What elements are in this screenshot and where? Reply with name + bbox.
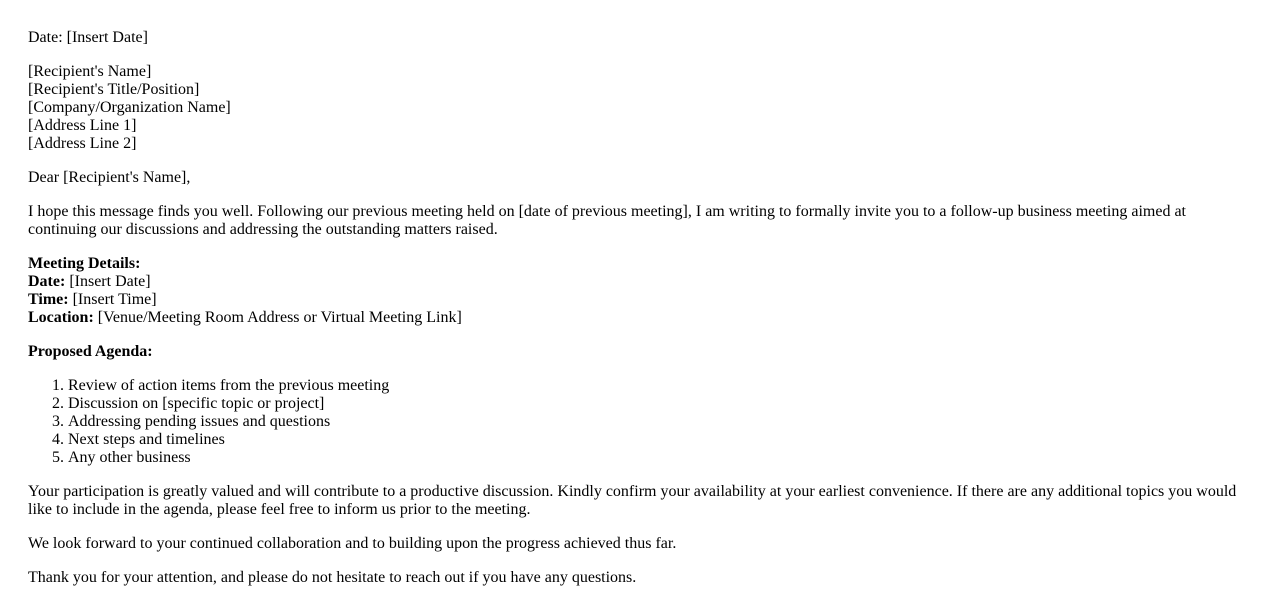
meeting-detail-date-label: Date: (28, 273, 66, 290)
meeting-details-heading: Meeting Details: (28, 255, 141, 272)
date-line-text: Date: [Insert Date] (28, 29, 148, 46)
agenda-item: 5. Any other business (68, 449, 1250, 467)
salutation (28, 169, 1250, 187)
intro-paragraph (28, 203, 1250, 239)
closing-paragraph-collaboration (28, 535, 1250, 553)
agenda-heading: Proposed Agenda: (28, 343, 153, 360)
date-line (28, 29, 1250, 47)
recipient-title: [Recipient's Title/Position] (28, 81, 200, 98)
agenda-item: 1. Review of action items from the previous meeting (68, 377, 1250, 395)
meeting-details-block (28, 255, 1250, 327)
meeting-detail-location-value: [Venue/Meeting Room Address or Virtual Meeting Link] (93, 309, 462, 326)
intro-paragraph-text: I hope this message finds you well. Following our previous meeting held on [date of previous meeting], I am writing to formally invite you to a follow-up business meeting aimed at continuing our discussions and addressing the outstanding matters raised. (28, 203, 1186, 238)
closing-paragraph-participation-text: Your participation is greatly valued and will contribute to a productive discussion. Kindly confirm your availability at your earliest convenience. If there are any additional topics you would like to include in the agenda, please feel free to inform us prior to the meeting. (28, 483, 1237, 518)
meeting-detail-time-label: Time: (28, 291, 69, 308)
agenda-item: 3. Addressing pending issues and questions (68, 413, 1250, 431)
recipient-block (28, 63, 1250, 153)
closing-paragraph-thanks-text: Thank you for your attention, and please do not hesitate to reach out if you have any questions. (28, 569, 637, 586)
agenda-list (28, 377, 1250, 467)
agenda-heading-block (28, 343, 1250, 361)
closing-paragraph-thanks (28, 569, 1250, 587)
closing-paragraph-collaboration-text: We look forward to your continued collaboration and to building upon the progress achieved thus far. (28, 535, 677, 552)
closing-paragraph-participation (28, 483, 1250, 519)
recipient-company: [Company/Organization Name] (28, 99, 231, 116)
meeting-detail-time-value: [Insert Time] (68, 291, 157, 308)
agenda-item: 2. Discussion on [specific topic or project] (68, 395, 1250, 413)
salutation-text: Dear [Recipient's Name], (28, 169, 191, 186)
recipient-address-line-1: [Address Line 1] (28, 117, 137, 134)
meeting-detail-date-value: [Insert Date] (65, 273, 151, 290)
agenda-item: 4. Next steps and timelines (68, 431, 1250, 449)
recipient-address-line-2: [Address Line 2] (28, 135, 137, 152)
recipient-name: [Recipient's Name] (28, 63, 152, 80)
meeting-detail-location-label: Location: (28, 309, 94, 326)
letter-document (28, 29, 1250, 587)
